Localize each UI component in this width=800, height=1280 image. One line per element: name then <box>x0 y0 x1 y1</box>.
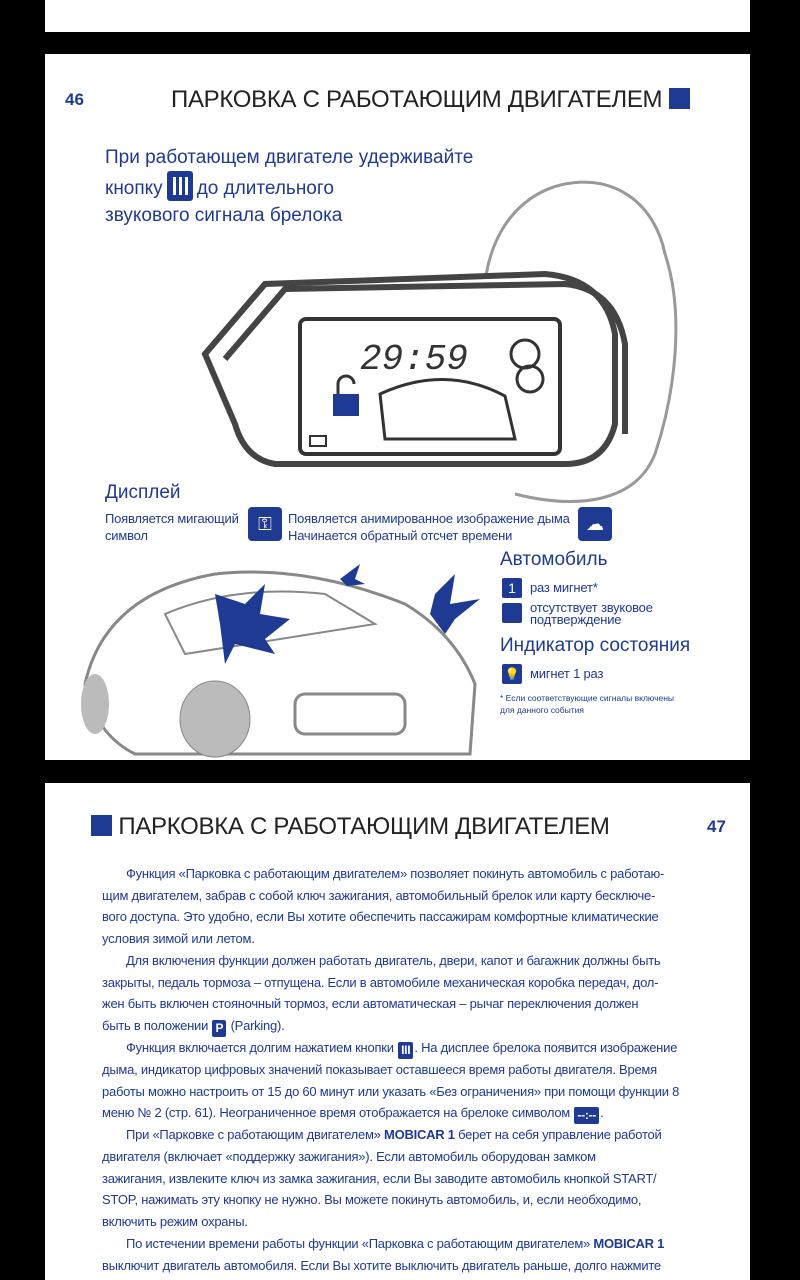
instruction-line: звукового сигнала брелока <box>105 205 343 226</box>
display-item-text: Появляется анимированное изображение дыма Начинается обратный отсчет времени <box>288 511 570 543</box>
display-item-text: Появляется мигающий символ <box>105 511 239 543</box>
display-heading: Дисплей <box>105 482 181 503</box>
text-line: STOP, нажимать эту кнопку не нужно. Вы можете покинуть автомобиль, и, если необходимо, <box>102 1192 642 1208</box>
instruction-text-part: кнопку <box>105 178 163 199</box>
text-line: выключит двигатель автомобиля. Если Вы хотите выключить двигатель раньше, долго нажмите <box>102 1257 661 1273</box>
text-line: щим двигателем, забрав с собой ключ зажигания, автомобильный брелок или карту бесключе- <box>102 887 656 903</box>
no-sound-icon <box>502 603 522 623</box>
text-line: быть в положении P (Parking). <box>102 1017 285 1035</box>
unlimited-time-symbol: --:-- <box>574 1107 599 1124</box>
manual-page-47 <box>45 783 750 1280</box>
page-title <box>171 86 690 114</box>
text-line: вого доступа. Это удобно, если Вы хотите обеспечить пассажирам комфортные климатические <box>102 909 659 925</box>
text-line: При «Парковке с работающим двигателем» MOBICAR 1 берет на себя управление работой <box>126 1127 662 1143</box>
manual-page-46 <box>45 54 750 760</box>
count-badge: 1 <box>502 578 522 598</box>
page-number: 47 <box>707 817 726 836</box>
car-item-text: отсутствует звуковое подтверждение <box>530 600 653 627</box>
page-title-text: ПАРКОВКА С РАБОТАЮЩИМ ДВИГАТЕЛЕМ <box>118 813 610 840</box>
instruction-text-part: до длительного <box>196 178 334 199</box>
car-illustration <box>75 554 495 760</box>
text-line: работы можно настроить от 15 до 60 минут или указать «Без ограничения» при помощи функции 8 <box>102 1083 680 1099</box>
text-line: двигателя (включает «поддержку зажигания»). Если автомобиль оборудован замком <box>102 1149 596 1165</box>
page-number: 46 <box>65 90 84 109</box>
body-text <box>102 863 702 1276</box>
text-line: зажигания, извлеките ключ из замка зажигания, если Вы заводите автомобиль кнопкой START/ <box>102 1170 657 1186</box>
instruction-line: При работающем двигателе удерживайте <box>105 147 474 168</box>
key-icon: ⚿ <box>248 507 282 541</box>
car-heading: Автомобиль <box>500 549 608 570</box>
footnote: * Если соответствующие сигналы включены для данного события <box>500 693 675 715</box>
fob-time-display: 29:59 <box>360 339 469 380</box>
text-line: включить режим охраны. <box>102 1214 248 1230</box>
parking-icon: P <box>212 1020 226 1037</box>
previous-page-fragment <box>45 0 750 32</box>
text-line: условия зимой или летом. <box>102 931 255 947</box>
title-square-icon <box>669 88 690 109</box>
smoke-icon: ☁ <box>578 507 612 541</box>
page-title <box>91 813 610 841</box>
title-square-icon <box>91 815 112 836</box>
keyfob-illustration <box>185 164 725 524</box>
text-line: меню № 2 (стр. 61). Неограниченное время отображается на брелоке символом --:-- . <box>102 1105 604 1123</box>
indicator-heading: Индикатор состояния <box>500 635 691 656</box>
text-line: жен быть включен стояночный тормоз, если автоматическая – рычаг переключения должен <box>102 996 639 1012</box>
bulb-icon: 💡 <box>502 664 522 684</box>
page-title-text: ПАРКОВКА С РАБОТАЮЩИМ ДВИГАТЕЛЕМ <box>171 86 663 113</box>
text-line: закрыты, педаль тормоза – отпущена. Если в автомобиле механическая коробка передач, дол- <box>102 974 659 990</box>
text-line: По истечении времени работы функции «Парковка с работающим двигателем» MOBICAR 1 <box>126 1235 665 1251</box>
text-line: дыма, индикатор цифровых значений показывает оставшееся время работы двигателя. Время <box>102 1061 657 1077</box>
text-line: Функция включается долгим нажатием кнопки III . На дисплее брелока появится изображение <box>126 1039 678 1057</box>
text-line: Для включения функции должен работать двигатель, двери, капот и багажник должны быть <box>126 952 661 968</box>
indicator-item-text: мигнет 1 раз <box>530 666 604 681</box>
button-3-icon: III <box>398 1042 413 1059</box>
text-line: Функция «Парковка с работающим двигателем» позволяет покинуть автомобиль с работаю- <box>126 866 665 881</box>
car-item-text: раз мигнет* <box>530 580 598 595</box>
